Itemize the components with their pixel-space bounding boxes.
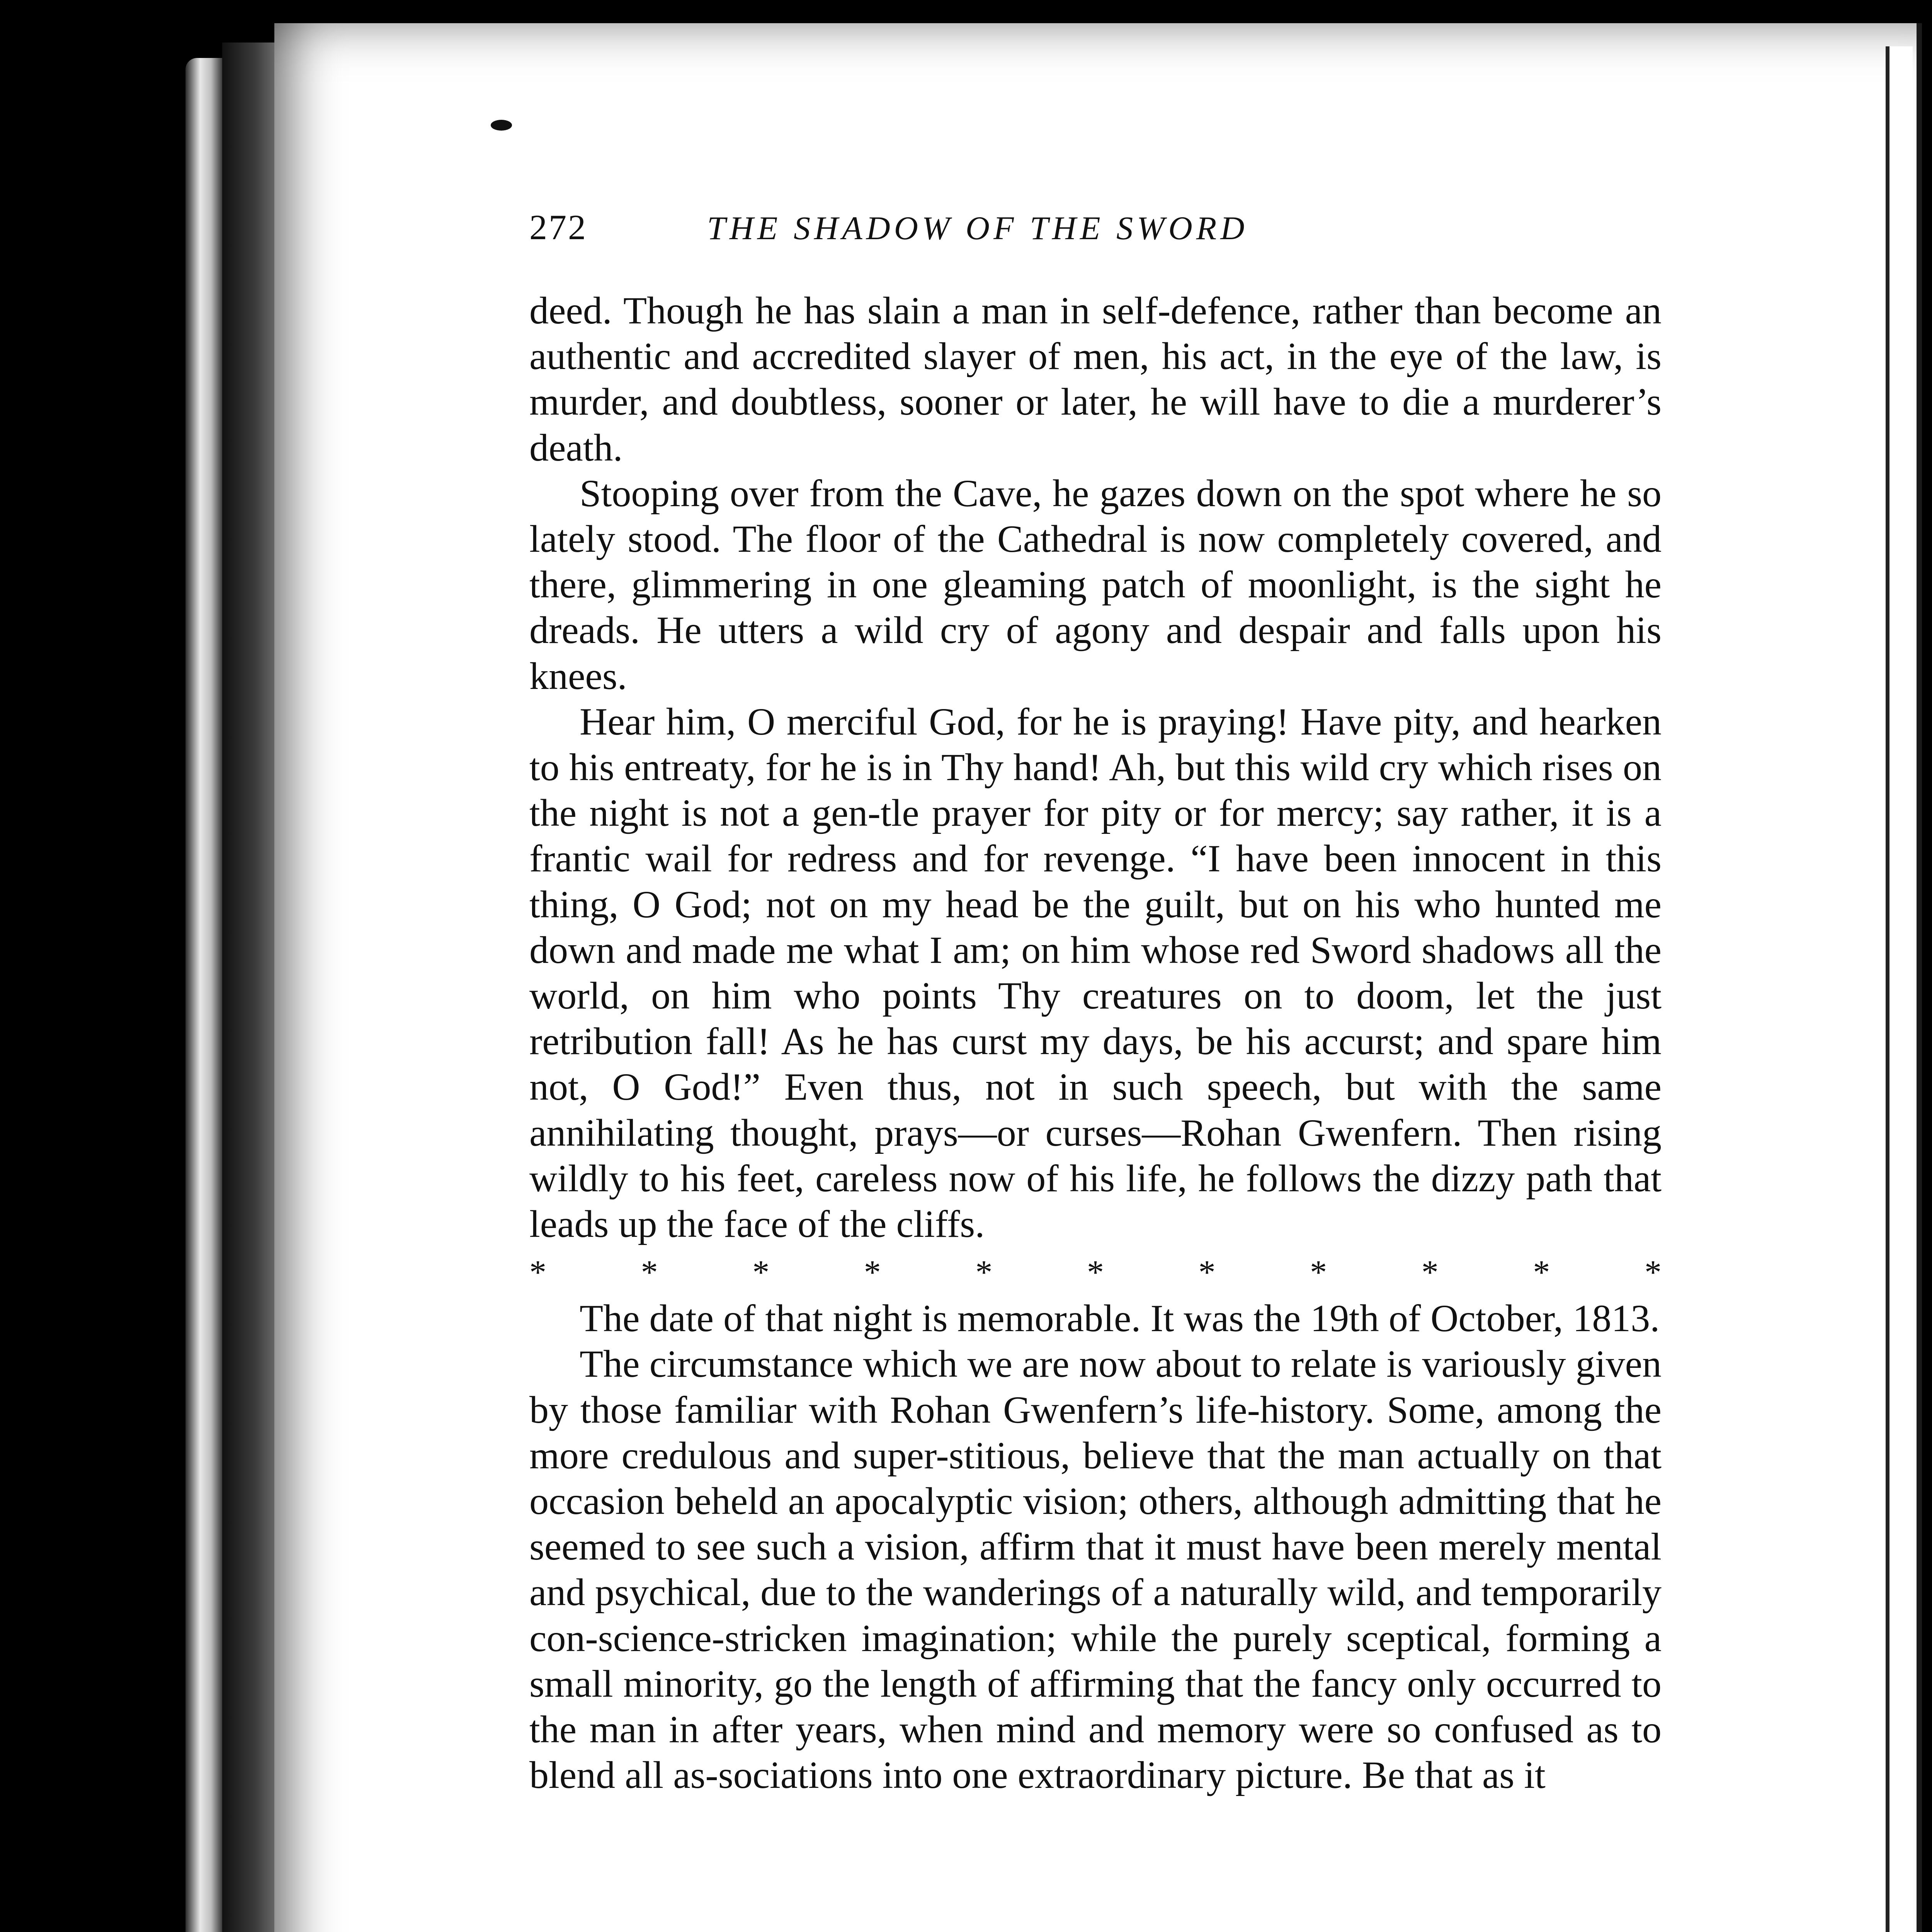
separator-star: * xyxy=(1421,1254,1439,1292)
body-text xyxy=(529,288,1662,1798)
section-separator xyxy=(529,1250,1662,1296)
book-gutter xyxy=(222,43,276,1932)
page-edge xyxy=(1886,46,1913,1932)
separator-star: * xyxy=(975,1254,993,1292)
ink-speck xyxy=(491,120,512,131)
running-title: THE SHADOW OF THE SWORD xyxy=(707,209,1248,247)
separator-star: * xyxy=(529,1254,546,1292)
separator-star: * xyxy=(1310,1254,1327,1292)
paragraph: Hear him, O merciful God, for he is praying! Have pity, and hearken to his entreaty, for he is in Thy hand! Ah, but this wild cry which rises on the night is not a gen-tle prayer for pity or for mercy; say rather, it is a frantic wail for redress and for revenge. “I have been innocent in this thing, O God; not on my head be the guilt, but on his who hunted me down and made me what I am; on him whose red Sword shadows all the world, on him who points Thy creatures on to doom, let the just retribution fall! As he has curst my days, be his accurst; and spare him not, O God!” Even thus, not in such speech, but with the same annihilating thought, prays—or curses—Rohan Gwenfern. Then rising wildly to his feet, careless now of his life, he follows the dizzy path that leads up the face of the cliffs. xyxy=(529,700,1662,1246)
separator-star: * xyxy=(864,1254,881,1292)
separator-star: * xyxy=(1198,1254,1216,1292)
separator-star: * xyxy=(1644,1254,1662,1292)
page-number: 272 xyxy=(529,207,587,247)
separator-star: * xyxy=(1533,1254,1550,1292)
separator-star: * xyxy=(1087,1254,1104,1292)
separator-star: * xyxy=(641,1254,658,1292)
paragraph: The circumstance which we are now about to relate is variously given by those familiar with Rohan Gwenfern’s life-history. Some, among the more credulous and super-stitious, believe that the man actually on that occasion beheld an apocalyptic vision; others, although admitting that he seemed to see such a vision, affirm that it must have been merely mental and psychical, due to the wanderings of a naturally wild, and temporarily con-science-stricken imagination; while the purely sceptical, forming a small minority, go the length of affirming that the fancy only occurred to the man in after years, when mind and memory were so confused as to blend all as-sociations into one extraordinary picture. Be that as it xyxy=(529,1342,1662,1797)
paragraph: Stooping over from the Cave, he gazes down on the spot where he so lately stood. The floor of the Cathedral is now completely covered, and there, glimmering in one gleaming patch of moonlight, is the sight he dreads. He utters a wild cry of agony and despair and falls upon his knees. xyxy=(529,471,1662,697)
separator-star: * xyxy=(752,1254,770,1292)
book-spine-edge xyxy=(185,58,222,1932)
paragraph: deed. Though he has slain a man in self-defence, rather than become an authentic and accredited slayer of men, his act, in the eye of the law, is murder, and doubtless, sooner or later, he will have to die a murderer’s death. xyxy=(529,289,1662,469)
paragraph: The date of that night is memorable. It was the 19th of October, 1813. xyxy=(580,1297,1660,1340)
running-head xyxy=(529,207,1689,253)
